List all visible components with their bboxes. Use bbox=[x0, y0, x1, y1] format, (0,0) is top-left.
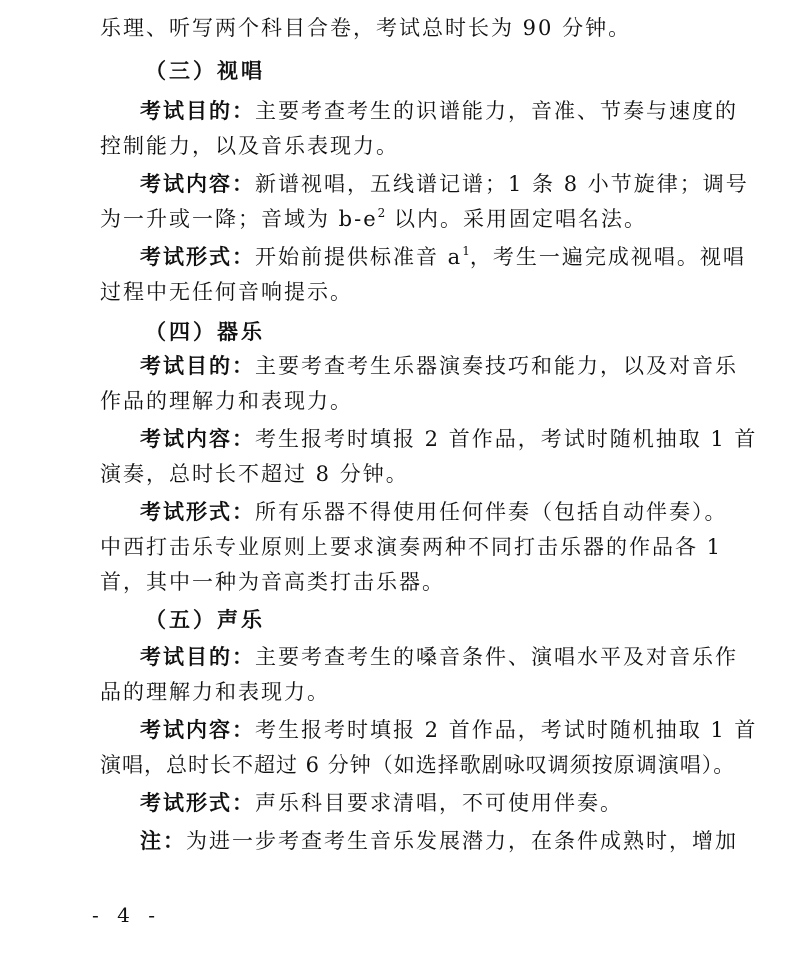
label-form: 考试形式： bbox=[140, 499, 255, 524]
text-span: 声乐科目要求清唱，不可使用伴奏。 bbox=[255, 791, 623, 815]
superscript: 1 bbox=[462, 244, 470, 258]
label-form: 考试形式： bbox=[140, 790, 255, 815]
paragraph-line: 演奏，总时长不超过 8 分钟。 bbox=[100, 462, 409, 486]
label-form: 考试形式： bbox=[140, 244, 255, 269]
text-span: 考生报考时填报 2 首作品，考试时随机抽取 1 首 bbox=[255, 718, 758, 742]
text-span: 开始前提供标准音 a bbox=[255, 245, 463, 269]
paragraph-line bbox=[0, 95, 788, 127]
label-purpose: 考试目的： bbox=[140, 353, 255, 378]
paragraph-line: 首，其中一种为音高类打击乐器。 bbox=[100, 570, 445, 594]
page-number: - 4 - bbox=[92, 903, 161, 927]
paragraph-line bbox=[0, 496, 788, 528]
label-content: 考试内容： bbox=[140, 717, 255, 742]
paragraph-line: 作品的理解力和表现力。 bbox=[100, 389, 353, 413]
section-heading-shengyue: （五）声乐 bbox=[145, 607, 265, 632]
paragraph-line bbox=[0, 350, 788, 382]
text-span: 为进一步考查考生音乐发展潜力，在条件成熟时，增加 bbox=[186, 829, 738, 853]
paragraph-line bbox=[0, 714, 788, 746]
section-heading-qiyue: （四）器乐 bbox=[145, 319, 265, 344]
label-content: 考试内容： bbox=[140, 426, 255, 451]
paragraph-line: 品的理解力和表现力。 bbox=[100, 680, 330, 704]
paragraph-line bbox=[0, 241, 788, 273]
text-span: 主要考查考生乐器演奏技巧和能力，以及对音乐 bbox=[255, 354, 738, 378]
text-span: 新谱视唱，五线谱记谱；1 条 8 小节旋律；调号 bbox=[255, 172, 749, 196]
section-heading-shichang: （三）视唱 bbox=[145, 58, 265, 83]
text-span: 主要考查考生的识谱能力，音准、节奏与速度的 bbox=[255, 99, 738, 123]
text-span: 以内。采用固定唱名法。 bbox=[385, 207, 647, 231]
label-note: 注： bbox=[140, 828, 186, 853]
paragraph-line bbox=[0, 203, 788, 235]
paragraph-line bbox=[0, 641, 788, 673]
paragraph-line bbox=[0, 825, 788, 857]
paragraph-line bbox=[0, 423, 788, 455]
label-purpose: 考试目的： bbox=[140, 644, 255, 669]
paragraph-line: 控制能力，以及音乐表现力。 bbox=[100, 134, 399, 158]
label-content: 考试内容： bbox=[140, 171, 255, 196]
text-span: 主要考查考生的嗓音条件、演唱水平及对音乐作 bbox=[255, 645, 738, 669]
text-span: 为一升或一降；音域为 b-e bbox=[100, 207, 378, 231]
paragraph-line: 过程中无任何音响提示。 bbox=[100, 280, 353, 304]
label-purpose: 考试目的： bbox=[140, 98, 255, 123]
text-span: 考生报考时填报 2 首作品，考试时随机抽取 1 首 bbox=[255, 427, 758, 451]
paragraph-line bbox=[0, 787, 788, 819]
text-span: 所有乐器不得使用任何伴奏（包括自动伴奏）。 bbox=[255, 500, 728, 524]
superscript: 2 bbox=[377, 206, 386, 220]
text-span: ，考生一遍完成视唱。视唱 bbox=[469, 245, 746, 269]
paragraph-line: 演唱，总时长不超过 6 分钟（如选择歌剧咏叹调须按原调演唱）。 bbox=[100, 753, 736, 777]
paragraph-line: 中西打击乐专业原则上要求演奏两种不同打击乐器的作品各 1 bbox=[100, 535, 723, 559]
paragraph-line bbox=[0, 168, 788, 200]
paragraph-line: 乐理、听写两个科目合卷，考试总时长为 90 分钟。 bbox=[100, 16, 632, 40]
